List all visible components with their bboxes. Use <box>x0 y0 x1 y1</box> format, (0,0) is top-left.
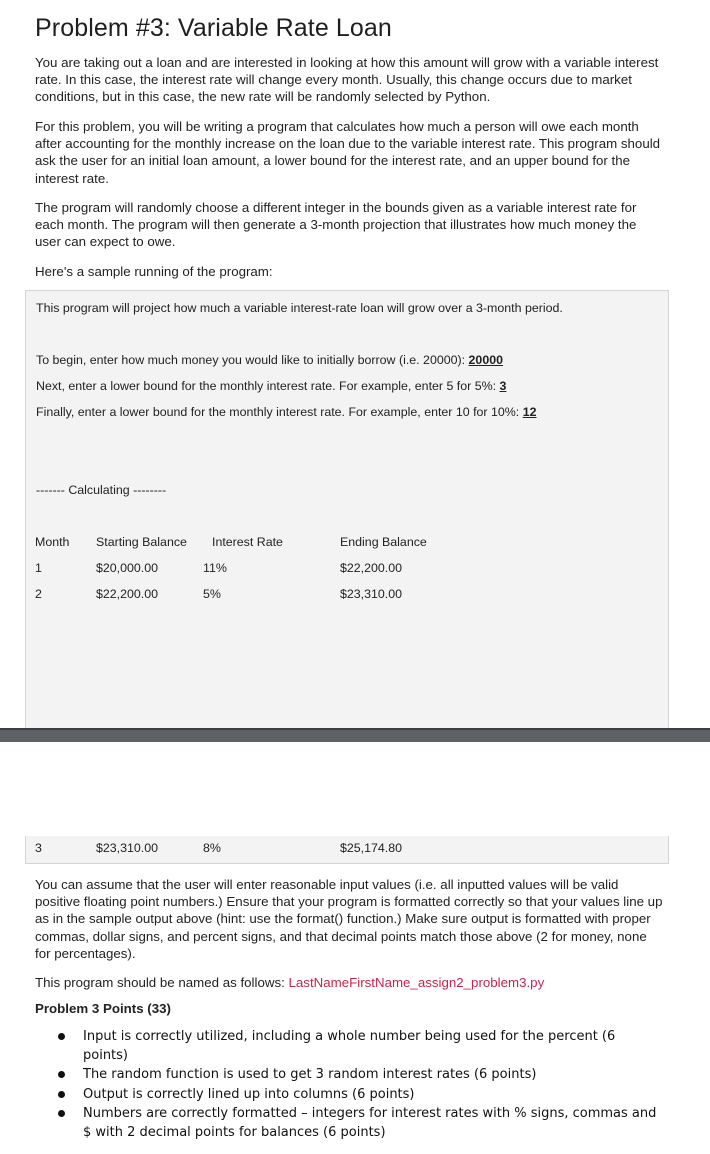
cell-interest-rate: 5% <box>203 587 221 601</box>
list-item <box>0 1085 658 1104</box>
sample-output-box-continued <box>25 836 669 864</box>
bullet-icon <box>58 1033 65 1040</box>
assumptions-paragraph: You can assume that the user will enter reasonable input values (i.e. all inputted values will be valid positive floating point numbers.) Ensure that your program is formatted correctly so that your values line up as in the sample output above (hint: use the format() function.) Make sure output is formatted with proper commas, dollar signs, and percent signs, and that decimal points match those above (2 for money, none for percentages). <box>35 877 663 961</box>
col-header-month: Month <box>35 535 70 549</box>
bullet-icon <box>58 1091 65 1098</box>
col-header-interest-rate: Interest Rate <box>212 535 283 549</box>
prompt-text: Finally, enter a lower bound for the monthly interest rate. For example, enter 10 for 10%: <box>36 405 523 419</box>
program-header: This program will project how much a variable interest-rate loan will grow over a 3-month period. <box>36 301 563 315</box>
cell-starting-balance: $20,000.00 <box>96 561 159 575</box>
page-title: Problem #3: Variable Rate Loan <box>35 14 392 42</box>
cell-month: 1 <box>35 561 42 575</box>
prompt-text: Next, enter a lower bound for the monthly interest rate. For example, enter 5 for 5%: <box>36 379 500 393</box>
criteria-list <box>0 1027 658 1142</box>
cell-interest-rate: 11% <box>203 561 227 575</box>
naming-prefix: This program should be named as follows: <box>35 975 289 990</box>
page-break-edge <box>0 728 710 730</box>
user-input: 3 <box>499 379 507 393</box>
cell-ending-balance: $23,310.00 <box>340 587 403 601</box>
criteria-text: Output is correctly lined up into columns (6 points) <box>83 1086 415 1102</box>
cell-ending-balance: $22,200.00 <box>340 561 403 575</box>
criteria-text: Input is correctly utilized, including a whole number being used for the percent (6 points) <box>83 1029 616 1064</box>
intro-paragraph: You are taking out a loan and are interested in looking at how this amount will grow with a variable interest rate. In this case, the interest rate will change every month. Usually, this change occurs due to market conditions, but in this case, the new rate will be randomly selected by Python. <box>35 55 659 105</box>
prompt-text: To begin, enter how much money you would like to initially borrow (i.e. 20000): <box>36 353 469 367</box>
criteria-text: Numbers are correctly formatted – integers for interest rates with % signs, commas and $ with 2 decimal points for balances (6 points) <box>83 1105 657 1141</box>
points-title: Problem 3 Points (33) <box>35 1001 171 1016</box>
user-input: 12 <box>522 405 537 419</box>
col-header-starting-balance: Starting Balance <box>96 535 187 549</box>
user-input: 20000 <box>468 353 503 367</box>
prompt-loan-amount <box>36 353 503 367</box>
cell-ending-balance: $25,174.80 <box>340 841 403 855</box>
criteria-text: The random function is used to get 3 random interest rates (6 points) <box>83 1067 537 1083</box>
cell-starting-balance: $23,310.00 <box>96 841 159 855</box>
cell-starting-balance: $22,200.00 <box>96 587 159 601</box>
filename: LastNameFirstName_assign2_problem3.py <box>288 975 545 990</box>
list-item <box>0 1104 658 1142</box>
list-item <box>0 1065 658 1084</box>
bullet-icon <box>58 1071 65 1078</box>
col-header-ending-balance: Ending Balance <box>340 535 427 549</box>
list-item <box>0 1027 658 1065</box>
random-paragraph: The program will randomly choose a different integer in the bounds given as a variable interest rate for each month. The program will then generate a 3-month projection that illustrates how much money the user can expect to owe. <box>35 200 637 250</box>
naming-paragraph <box>35 974 665 991</box>
task-paragraph: For this problem, you will be writing a program that calculates how much a person will owe each month after accounting for the monthly increase on the loan due to the variable interest rate. This program should ask the user for an initial loan amount, a lower bound for the interest rate, and an upper bound for the interest rate. <box>35 119 661 186</box>
prompt-upper-bound <box>36 405 537 419</box>
cell-month: 3 <box>35 841 42 855</box>
sample-output-box <box>25 290 669 728</box>
calculating-banner: ------- Calculating -------- <box>36 483 167 497</box>
page-break-divider <box>0 728 710 742</box>
cell-month: 2 <box>35 587 42 601</box>
prompt-lower-bound <box>36 379 506 393</box>
sample-intro: Here's a sample running of the program: <box>35 264 273 279</box>
cell-interest-rate: 8% <box>203 841 221 855</box>
bullet-icon <box>58 1110 65 1117</box>
